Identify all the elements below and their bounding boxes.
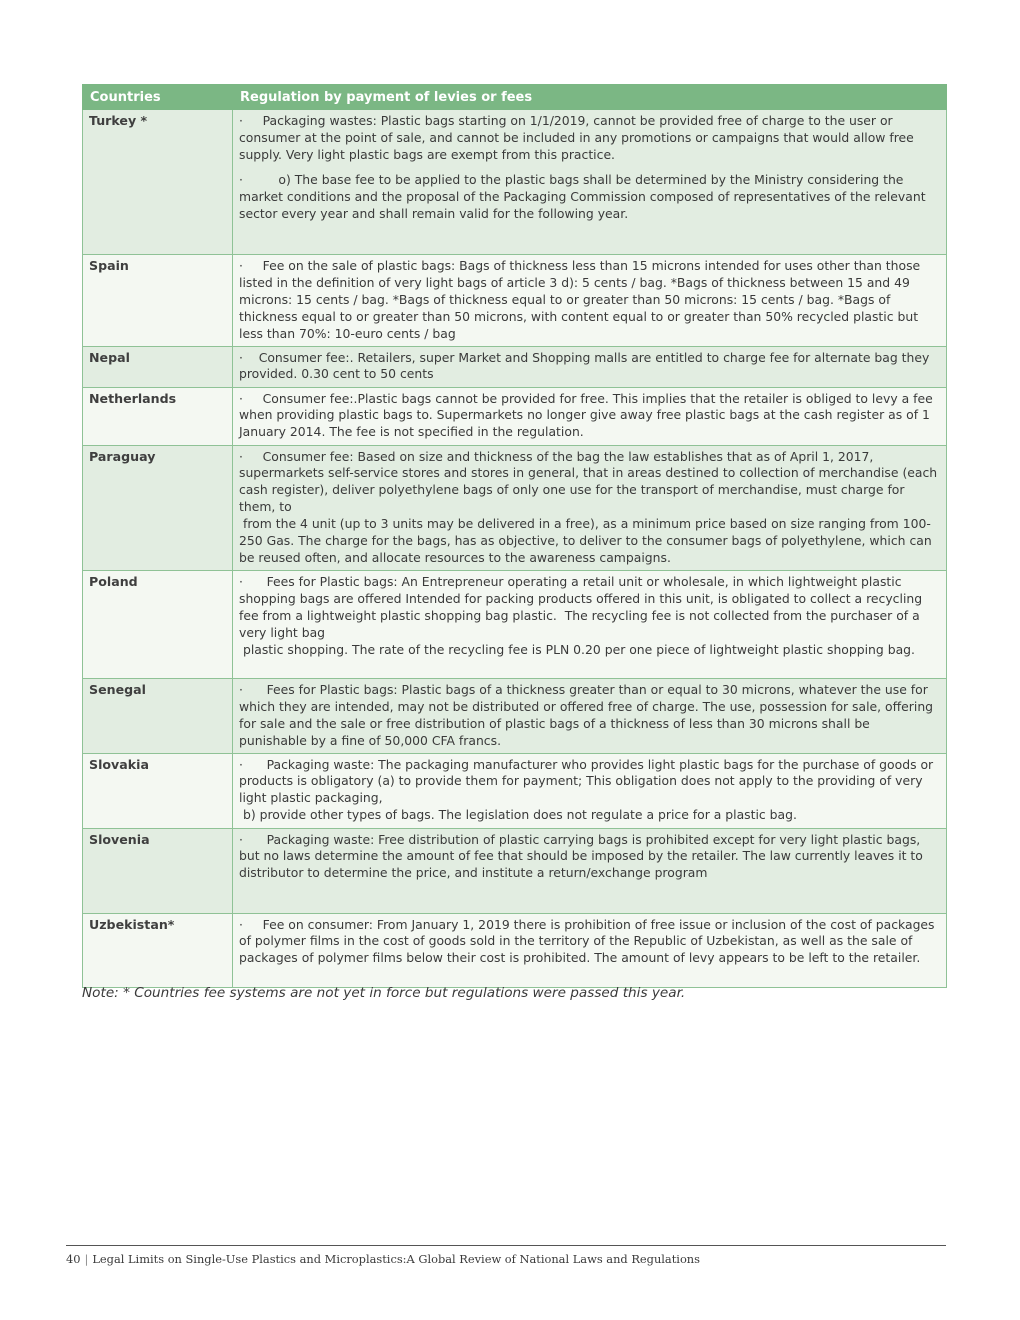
country-cell: Slovenia xyxy=(83,828,233,913)
regulation-cell xyxy=(233,346,947,387)
regulation-paragraph: · Consumer fee:.Plastic bags cannot be provided for free. This implies that the retailer is obliged to levy a fee when providing plastic bags to. Supermarkets no longer give away free plastic bags at the cash register as of 1 January 2014. The fee is not specified in the regulation. xyxy=(239,390,937,440)
page-number: 40 xyxy=(66,1252,81,1266)
country-cell: Slovakia xyxy=(83,753,233,828)
fees-table xyxy=(82,84,947,988)
regulation-paragraph: · Fee on the sale of plastic bags: Bags of thickness less than 15 microns intended for uses other than those listed in the definition of very light bags of article 3 d): 5 cents / bag. *Bags of thickness between 15 and 49 microns: 15 cents / bag. *Bags of thickness equal to or greater than 50 microns: 15 cents / bag. *Bags of thickness equal to or greater than 50 microns, with content equal to or greater than 50% recycled plastic but less than 70%: 10-euro cents / bag xyxy=(239,258,925,341)
table-body xyxy=(83,110,947,988)
regulation-cell xyxy=(233,913,947,987)
regulation-cell xyxy=(233,387,947,445)
table-row xyxy=(83,445,947,570)
footer-rule xyxy=(66,1245,946,1246)
table-row xyxy=(83,828,947,913)
regulation-paragraph: · o) The base fee to be applied to the plastic bags shall be determined by the Ministry considering the market conditions and the proposal of the Packaging Commission composed of representatives of the relevant sector every year and shall remain valid for the following year. xyxy=(239,171,930,221)
header-countries: Countries xyxy=(83,85,233,110)
country-cell: Nepal xyxy=(83,346,233,387)
table-note: Note: * Countries fee systems are not yet in force but regulations were passed this year. xyxy=(82,985,686,1001)
country-cell: Turkey * xyxy=(83,110,233,255)
table-row xyxy=(83,346,947,387)
country-cell: Uzbekistan* xyxy=(83,913,233,987)
table-row xyxy=(83,913,947,987)
regulation-paragraph: · Fees for Plastic bags: Plastic bags of a thickness greater than or equal to 30 microns, whatever the use for which they are intended, may not be distributed or offered free of charge. The use, possession for sale, offering for sale and the sale or free distribution of plastic bags of a thickness of less than 30 microns shall be punishable by a fine of 50,000 CFA francs. xyxy=(239,681,937,748)
regulation-cell xyxy=(233,753,947,828)
table-row xyxy=(83,255,947,347)
footer-separator: | xyxy=(84,1252,89,1266)
header-regulation: Regulation by payment of levies or fees xyxy=(233,85,947,110)
regulation-paragraph: · Fees for Plastic bags: An Entrepreneur operating a retail unit or wholesale, in which lightweight plastic shopping bags are offered Intended for packing products offered in this unit, is obligated to collect a recycling fee from a lightweight plastic shopping bag plastic. The recycling fee is not collected from the purchaser of a very light bag plastic shopping. The rate of the recycling fee is PLN 0.20 per one piece of lightweight plastic shopping bag. xyxy=(239,573,923,657)
regulation-cell xyxy=(233,678,947,753)
country-cell: Poland xyxy=(83,570,233,678)
table-row xyxy=(83,387,947,445)
table-row xyxy=(83,570,947,678)
footer-title: Legal Limits on Single-Use Plastics and Microplastics:A Global Review of National Laws and Regulations xyxy=(92,1252,700,1266)
regulation-cell xyxy=(233,110,947,255)
table-row xyxy=(83,678,947,753)
table-row xyxy=(83,753,947,828)
regulation-cell xyxy=(233,828,947,913)
page-footer xyxy=(66,1252,700,1266)
regulation-paragraph: · Packaging waste: The packaging manufacturer who provides light plastic bags for the purchase of goods or products is obligatory (a) to provide them for payment; This obligation does not apply to the providing of very light plastic packaging, b) provide other types of bags. The legislation does not regulate a price for a plastic bag. xyxy=(239,756,934,823)
regulation-cell xyxy=(233,255,947,347)
table-row xyxy=(83,110,947,255)
country-cell: Spain xyxy=(83,255,233,347)
regulation-paragraph: · Consumer fee:. Retailers, super Market and Shopping malls are entitled to charge fee for alternate bag they provided. 0.30 cent to 50 cents xyxy=(239,349,934,382)
regulation-paragraph: · Consumer fee: Based on size and thickness of the bag the law establishes that as of April 1, 2017, supermarkets self-service stores and stores in general, that in areas destined to collection of merchandise (each cash register), deliver polyethylene bags of only one use for the transport of merchandise, must charge for them, to from the 4 unit (up to 3 units may be delivered in a free), as a minimum price based on size ranging from 100-250 Gas. The charge for the bags, has as objective, to deliver to the consumer bags of polyethylene, which can be reused often, and allocate resources to the awareness campaigns. xyxy=(239,448,938,565)
country-cell: Senegal xyxy=(83,678,233,753)
regulation-cell xyxy=(233,570,947,678)
regulation-cell xyxy=(233,445,947,570)
regulation-paragraph: · Packaging waste: Free distribution of plastic carrying bags is prohibited except for very light plastic bags, but no laws determine the amount of fee that should be imposed by the retailer. The law currently leaves it to distributor to determine the price, and institute a return/exchange program xyxy=(239,831,927,881)
table-header-row xyxy=(83,85,947,110)
regulation-paragraph: · Packaging wastes: Plastic bags starting on 1/1/2019, cannot be provided free of charge to the user or consumer at the point of sale, and cannot be included in any promotions or campaigns that would allow free supply. Very light plastic bags are exempt from this practice. xyxy=(239,113,918,162)
regulation-paragraph: · Fee on consumer: From January 1, 2019 there is prohibition of free issue or inclusion of the cost of packages of polymer films in the cost of goods sold in the territory of the Republic of Uzbekistan, as well as the sale of packages of polymer films below their cost is prohibited. The amount of levy appears to be left to the retailer. xyxy=(239,916,939,966)
country-cell: Paraguay xyxy=(83,445,233,570)
country-cell: Netherlands xyxy=(83,387,233,445)
